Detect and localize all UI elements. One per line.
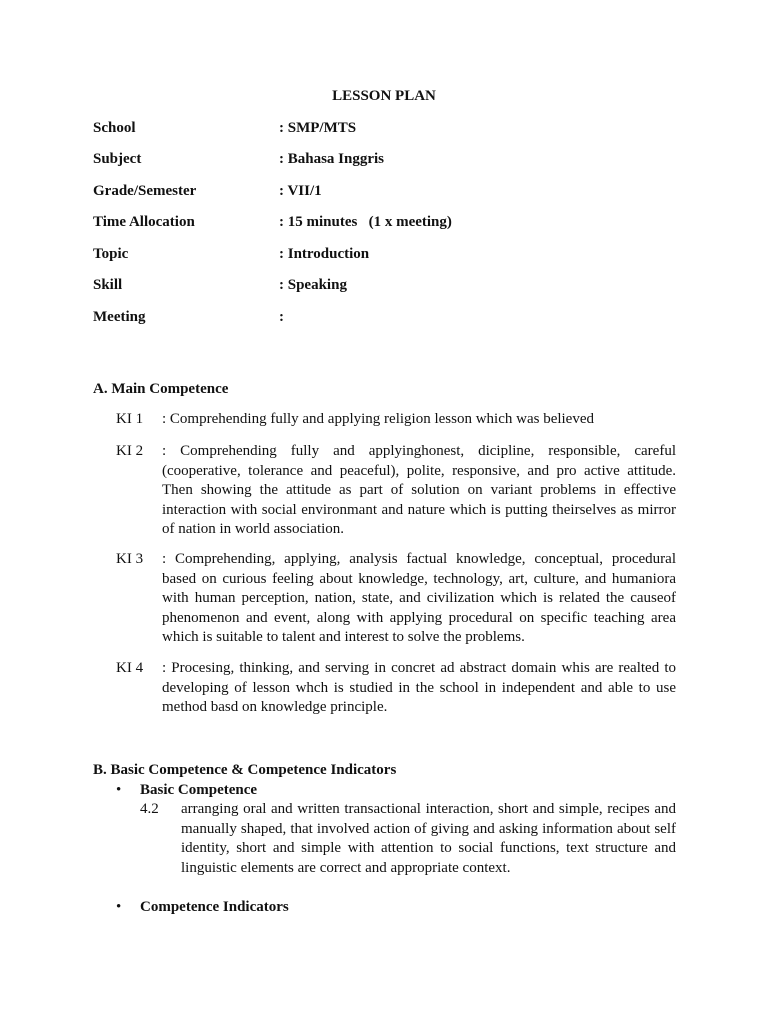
competence-indicators-label: Competence Indicators [140,899,289,915]
ki-label: KI 2 [116,443,144,459]
identity-label: Time Allocation [93,214,195,230]
main-competence-ki4 [116,659,676,718]
section-a-heading: A. Main Competence [93,381,229,397]
competence-indicators-heading [116,899,289,916]
identity-value: : Introduction [279,246,370,262]
main-competence-ki2 [116,442,676,540]
identity-label: School [93,120,136,136]
identity-value: : 15 minutes (1 x meeting) [279,214,452,230]
ki-text: : Comprehending fully and applyinghonest, dicipline, responsible, careful (cooperative, tolerance and peaceful), polite, responsive, and pro active attitude. Then showing the attitude as part of solution on variant problems in effective interaction with social environmant and nature which is putting theirselves as mirror of nation in world association. [162,443,676,537]
main-competence-ki3 [116,550,676,648]
identity-label: Skill [93,277,123,293]
identity-value: : VII/1 [279,183,322,199]
identity-value: : Speaking [279,277,347,293]
bullet-icon: • [116,899,122,915]
identity-value: : SMP/MTS [279,120,357,136]
ki-label: KI 4 [116,660,144,676]
ki-text: : Comprehending fully and applying religion lesson which was believed [162,411,594,427]
ki-label: KI 3 [116,551,144,567]
basic-competence-number: 4.2 [140,801,159,817]
basic-competence-text: arranging oral and written transactional interaction, short and simple, recipes and manually shaped, that involved action of giving and asking information about self identity, short and simple with attention to social functions, text structure and linguistic elements are correct and appropriate context. [181,801,676,876]
section-b-heading: B. Basic Competence & Competence Indicators [93,762,397,778]
identity-label: Subject [93,151,142,167]
ki-text: : Procesing, thinking, and serving in concret ad abstract domain whis are realted to developing of lesson whch is studied in the school in independent and able to use method basd on knowledge principle. [162,660,676,715]
ki-label: KI 1 [116,411,144,427]
main-competence-ki1 [116,410,676,430]
basic-competence-heading [116,782,257,799]
bullet-icon: • [116,782,122,798]
identity-value: : [279,309,284,325]
ki-text: : Comprehending, applying, analysis factual knowledge, conceptual, procedural based on curious feeling about knowledge, technology, art, culture, and humaniora with human perception, nation, state, and civilization which is related the causeof phenomenon and event, along with applying procedural on specific teaching area which is suitable to talent and interest to solve the problems. [162,551,676,645]
identity-label: Grade/Semester [93,183,197,199]
identity-value: : Bahasa Inggris [279,151,385,167]
page-title: LESSON PLAN [332,88,436,104]
basic-competence-item [140,800,676,878]
identity-label: Topic [93,246,129,262]
identity-label: Meeting [93,309,146,325]
basic-competence-label: Basic Competence [140,782,258,798]
